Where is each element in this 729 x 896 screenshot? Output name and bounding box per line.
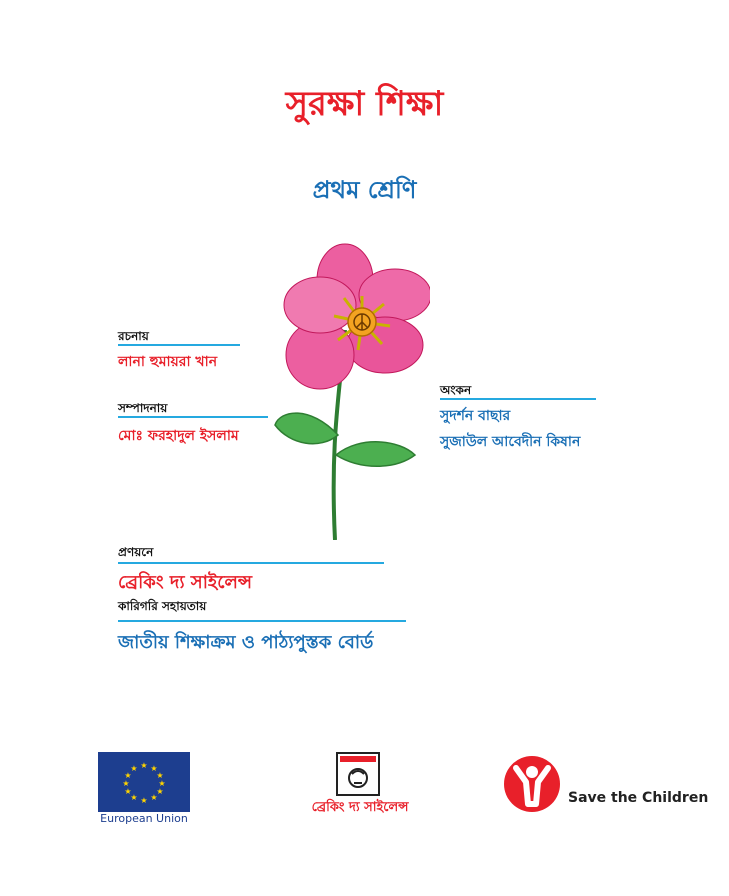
written-by-label: রচনায় [118, 329, 149, 343]
svg-text:★: ★ [122, 779, 130, 788]
illustration-label: অংকন [440, 383, 472, 397]
svg-text:★: ★ [158, 779, 166, 788]
svg-text:★: ★ [156, 787, 164, 796]
bts-label: ব্রেকিং দ্য সাইলেন্স [311, 800, 409, 815]
svg-text:★: ★ [124, 771, 132, 780]
save-the-children-logo-icon [500, 752, 564, 816]
grade-subtitle: প্রথম শ্রেণি [312, 176, 417, 204]
svg-text:★: ★ [140, 796, 148, 805]
eu-label: European Union [100, 812, 188, 825]
preparer-name: ব্রেকিং দ্য সাইলেন্স [118, 572, 253, 593]
divider [118, 416, 268, 418]
svg-text:★: ★ [156, 771, 164, 780]
prepared-by-label: প্রণয়নে [118, 545, 154, 559]
svg-text:★: ★ [130, 793, 138, 802]
tech-support-org: জাতীয় শিক্ষাক্রম ও পাঠ্যপুস্তক বোর্ড [118, 632, 374, 653]
divider [118, 562, 384, 564]
illustrator-name: সুজাউল আবেদীন কিষান [440, 434, 581, 450]
editor-name: মোঃ ফরহাদুল ইসলাম [118, 428, 239, 444]
illustrator-name: সুদর্শন বাছার [440, 408, 511, 424]
divider [118, 620, 406, 622]
bts-logo-icon [336, 752, 380, 796]
svg-text:★: ★ [124, 787, 132, 796]
svg-text:★: ★ [150, 764, 158, 773]
author-name: লানা হুমায়রা খান [118, 354, 218, 370]
flower-illustration [250, 240, 430, 540]
edited-by-label: সম্পাদনায় [118, 401, 168, 415]
tech-support-label: কারিগরি সহায়তায় [118, 599, 207, 613]
divider [118, 344, 240, 346]
eu-stars-icon [98, 752, 190, 812]
eu-flag-logo [98, 752, 190, 812]
leaf-right [336, 442, 415, 466]
divider [440, 398, 596, 400]
svg-text:★: ★ [130, 764, 138, 773]
book-title: সুরক্ষা শিক্ষা [285, 84, 444, 124]
leaf-left [275, 413, 338, 444]
save-the-children-label: Save the Children [568, 790, 709, 806]
svg-text:★: ★ [140, 761, 148, 770]
svg-text:★: ★ [150, 793, 158, 802]
